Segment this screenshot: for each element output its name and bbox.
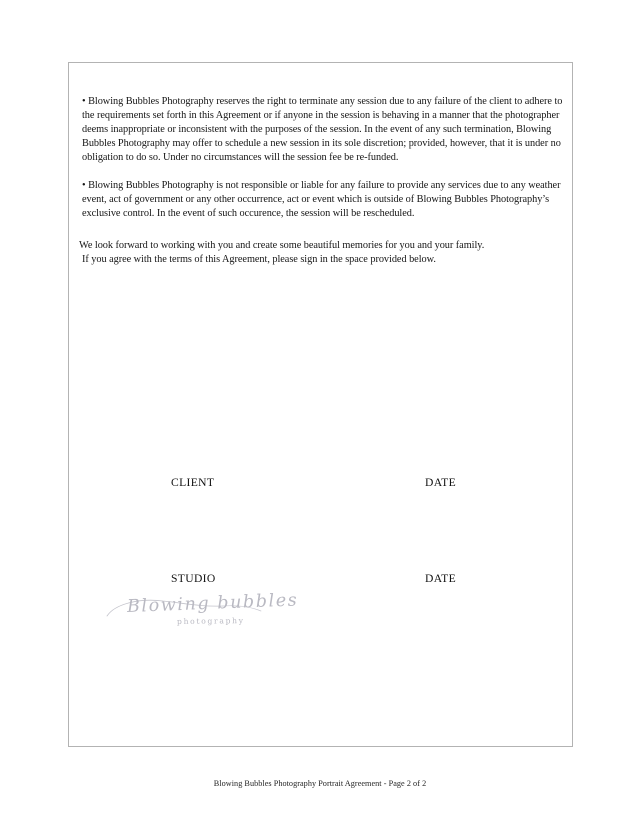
paragraph-closing [79, 239, 569, 267]
closing-line-2: If you agree with the terms of this Agreement, please sign in the space provided below. [82, 254, 436, 266]
paragraph-termination-clause: • Blowing Bubbles Photography reserves the right to terminate any session due to any failure of the client to adhere to the requirements set forth in this Agreement or if anyone in the session is behaving in a manner that the photographer deems inappropriate or inconsistent with the purposes of the session. In the event of any such termination, Blowing Bubbles Photography may offer to schedule a new session in its sole discretion; provided, however, that it is under no obligation to do so. Under no circumstances will the session fee be re-funded. [82, 96, 563, 164]
signature-row-client [69, 476, 572, 492]
logo-script-text: Blowing bubbles [126, 590, 299, 617]
logo-subtitle-text: photography [176, 616, 245, 626]
closing-line-1: We look forward to working with you and create some beautiful memories for you and your family. [79, 240, 485, 251]
signature-row-studio [69, 572, 572, 588]
paragraph-liability-clause: • Blowing Bubbles Photography is not responsible or liable for any failure to provide any services due to any weather event, act of government or any other occurrence, act or event which is outside of Blowing Bubbles Photography’s exclusive control. In the event of such occurence, the session will be rescheduled. [82, 180, 561, 220]
signature-label-studio: STUDIO [171, 572, 216, 585]
document-content [69, 63, 572, 746]
signature-label-client-date: DATE [425, 476, 457, 489]
signature-label-client: CLIENT [171, 476, 215, 489]
page-footer: Blowing Bubbles Photography Portrait Agreement - Page 2 of 2 [213, 779, 427, 788]
document-page-sheet [68, 62, 573, 747]
studio-signature-logo [105, 590, 299, 639]
signature-label-studio-date: DATE [425, 572, 457, 585]
